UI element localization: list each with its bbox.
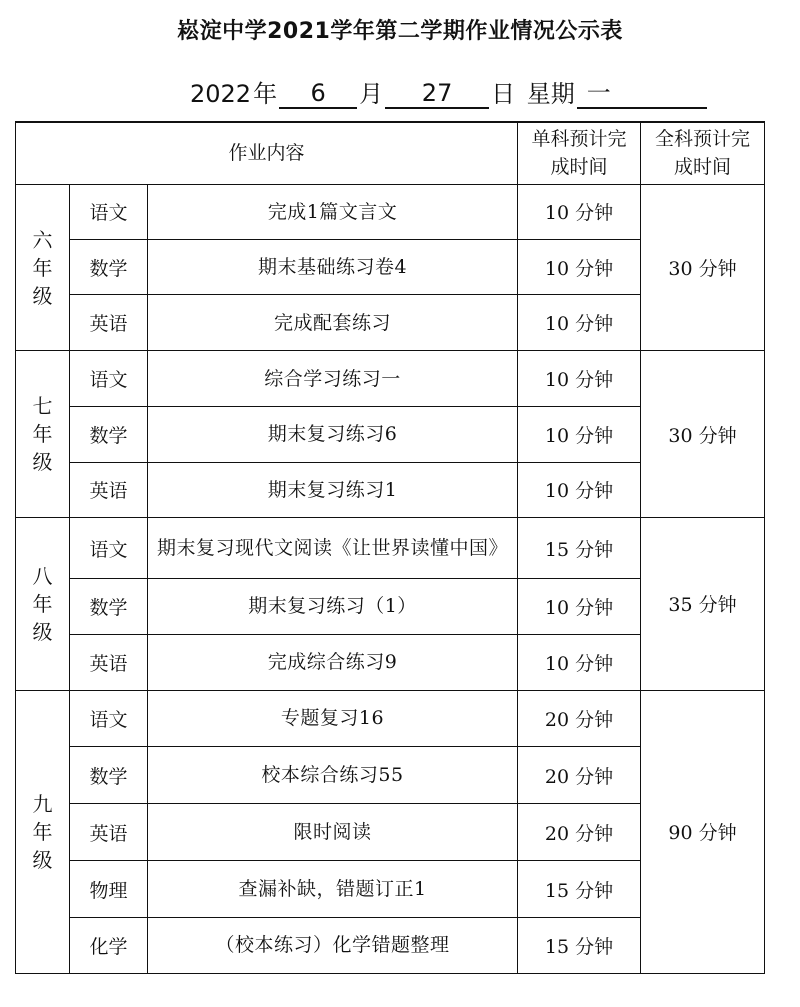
date-month-field: 6: [279, 79, 357, 109]
single-time-cell: 10 分钟: [518, 634, 641, 690]
content-cell: 限时阅读: [148, 804, 518, 861]
date-weekday-field: 一: [577, 79, 707, 109]
homework-table: [15, 121, 765, 974]
header-content: 作业内容: [16, 122, 518, 184]
day-label: 日: [491, 80, 516, 108]
content-cell: 专题复习16: [148, 690, 518, 746]
subject-cell: 英语: [70, 634, 148, 690]
total-time-cell: 90 分钟: [641, 690, 765, 973]
content-cell: （校本练习）化学错题整理: [148, 917, 518, 973]
year-label: 年: [253, 80, 278, 108]
header-single-time-label: 单科预计完成时间: [531, 128, 627, 179]
date-line: [190, 74, 707, 109]
date-year: 2022: [190, 80, 252, 108]
single-time-cell: 10 分钟: [518, 239, 641, 294]
grade-cell: [16, 518, 70, 691]
table-row: [16, 518, 765, 579]
single-time-cell: 10 分钟: [518, 579, 641, 634]
subject-cell: 英语: [70, 295, 148, 351]
grade-cell: [16, 184, 70, 351]
header-row: [16, 122, 765, 184]
subject-cell: 英语: [70, 804, 148, 861]
date-day-field: 27: [385, 79, 489, 109]
single-time-cell: 15 分钟: [518, 518, 641, 579]
table-row: [16, 690, 765, 746]
content-cell: 期末复习练习（1）: [148, 579, 518, 634]
grade-label: 九年级: [32, 791, 53, 872]
table-row: [16, 184, 765, 239]
subject-cell: 化学: [70, 917, 148, 973]
subject-cell: 语文: [70, 690, 148, 746]
total-time-cell: 35 分钟: [641, 518, 765, 691]
weekday-label: 星期: [526, 80, 575, 108]
header-single-time: [518, 122, 641, 184]
content-cell: 完成1篇文言文: [148, 184, 518, 239]
content-cell: 校本综合练习55: [148, 746, 518, 803]
single-time-cell: 20 分钟: [518, 804, 641, 861]
grade-cell: [16, 351, 70, 518]
single-time-cell: 10 分钟: [518, 184, 641, 239]
subject-cell: 数学: [70, 406, 148, 462]
subject-cell: 语文: [70, 184, 148, 239]
single-time-cell: 10 分钟: [518, 295, 641, 351]
content-cell: 期末复习练习6: [148, 406, 518, 462]
content-cell: 期末复习练习1: [148, 462, 518, 517]
total-time-cell: 30 分钟: [641, 184, 765, 351]
subject-cell: 语文: [70, 518, 148, 579]
grade-label: 七年级: [32, 394, 53, 475]
grade-label: 六年级: [32, 227, 53, 308]
table-row: [16, 351, 765, 406]
month-label: 月: [359, 80, 384, 108]
grade-cell: [16, 690, 70, 973]
page-title: 崧淀中学2021学年第二学期作业情况公示表: [177, 19, 623, 44]
subject-cell: 数学: [70, 746, 148, 803]
subject-cell: 数学: [70, 579, 148, 634]
single-time-cell: 20 分钟: [518, 690, 641, 746]
single-time-cell: 15 分钟: [518, 861, 641, 917]
single-time-cell: 10 分钟: [518, 406, 641, 462]
header-total-time: [641, 122, 765, 184]
subject-cell: 英语: [70, 462, 148, 517]
subject-cell: 数学: [70, 239, 148, 294]
content-cell: 查漏补缺，错题订正1: [148, 861, 518, 917]
content-cell: 完成配套练习: [148, 295, 518, 351]
grade-label: 八年级: [32, 563, 53, 644]
content-cell: 综合学习练习一: [148, 351, 518, 406]
header-total-time-label: 全科预计完成时间: [655, 128, 751, 179]
single-time-cell: 15 分钟: [518, 917, 641, 973]
subject-cell: 语文: [70, 351, 148, 406]
single-time-cell: 10 分钟: [518, 462, 641, 517]
single-time-cell: 20 分钟: [518, 746, 641, 803]
content-cell: 期末基础练习卷4: [148, 239, 518, 294]
content-cell: 期末复习现代文阅读《让世界读懂中国》: [148, 518, 518, 579]
single-time-cell: 10 分钟: [518, 351, 641, 406]
content-cell: 完成综合练习9: [148, 634, 518, 690]
total-time-cell: 30 分钟: [641, 351, 765, 518]
subject-cell: 物理: [70, 861, 148, 917]
